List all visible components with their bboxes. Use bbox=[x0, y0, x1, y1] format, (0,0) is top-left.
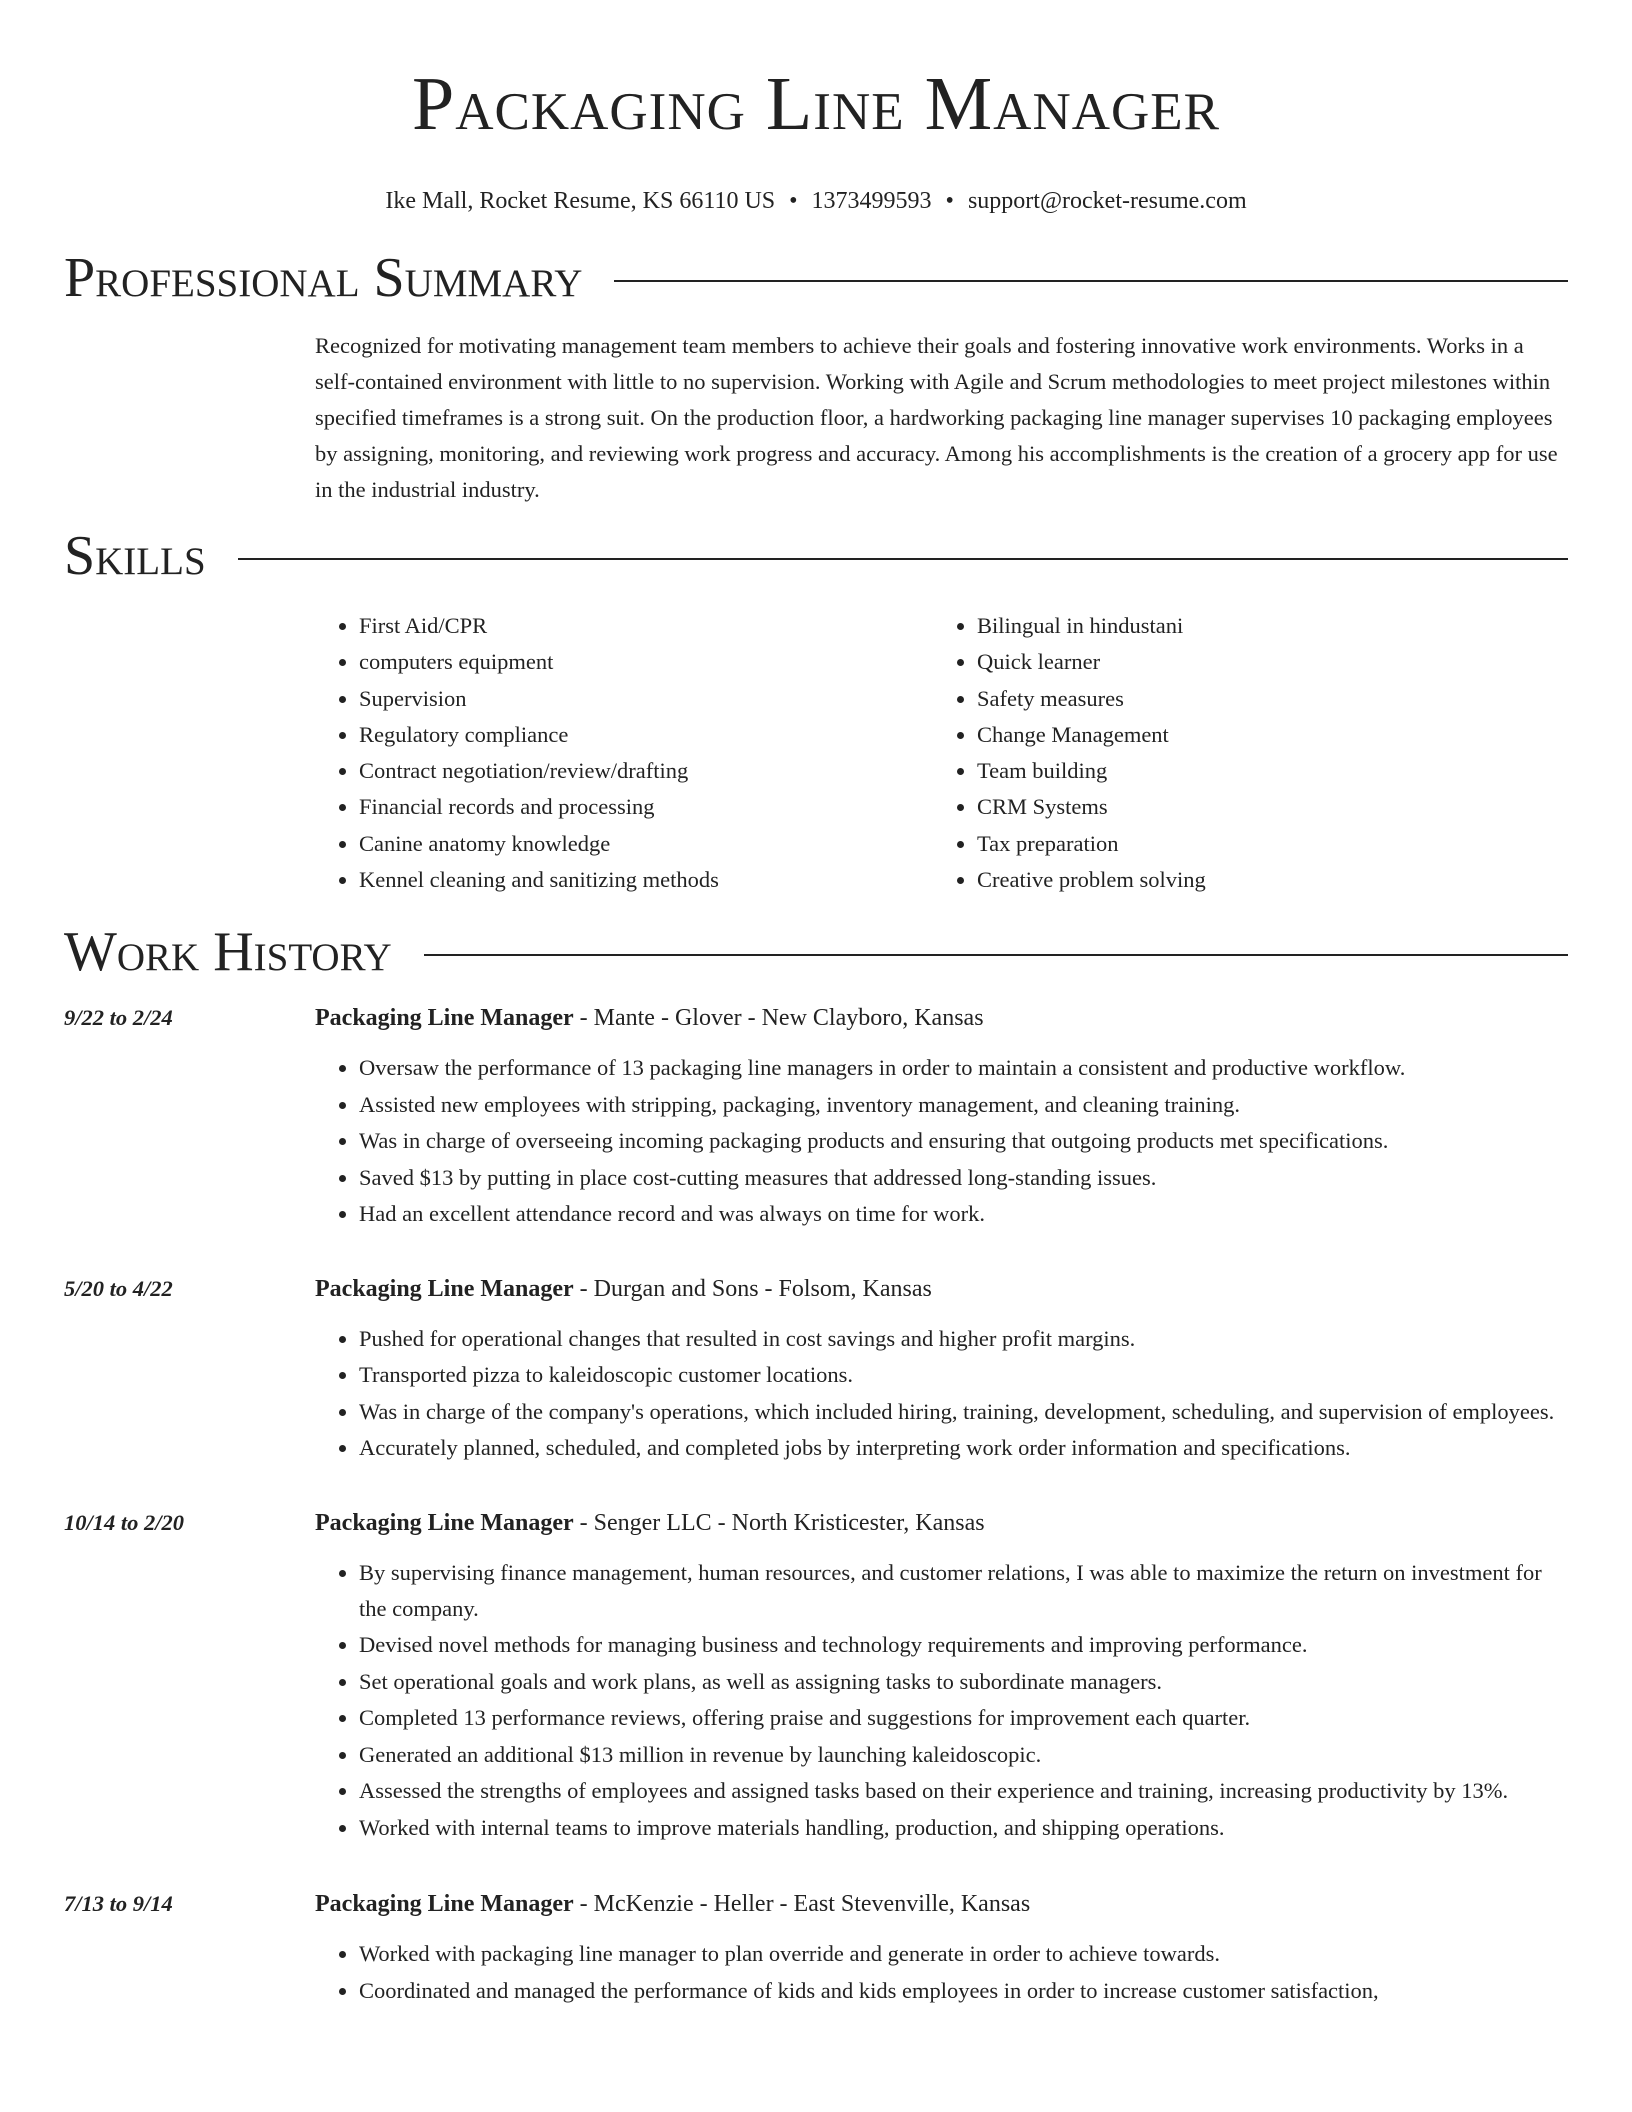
skills-list-left bbox=[315, 608, 933, 898]
job-entry bbox=[64, 1886, 1568, 2009]
job-bullet: • Set operational goals and work plans, as well as assigning tasks to subordinate managers. bbox=[359, 1664, 1568, 1700]
contact-phone: 1373499593 bbox=[811, 188, 932, 214]
job-bullet: • Accurately planned, scheduled, and completed jobs by interpreting work order information and specifications. bbox=[359, 1430, 1568, 1466]
skill-item: • First Aid/CPR bbox=[359, 608, 933, 644]
job-company: - Senger LLC - North Kristicester, Kansas bbox=[573, 1509, 985, 1536]
job-bullet: • Assessed the strengths of employees and assigned tasks based on their experience and training, increasing productivity by 13%. bbox=[359, 1773, 1568, 1809]
skill-item: • computers equipment bbox=[359, 644, 933, 680]
job-title-line bbox=[315, 1271, 1568, 1307]
job-body bbox=[315, 1000, 1568, 1233]
skill-item: • Creative problem solving bbox=[977, 862, 1551, 898]
job-bullet: • By supervising finance management, human resources, and customer relations, I was able to maximize the return on investment for the company. bbox=[359, 1555, 1568, 1627]
job-title: Packaging Line Manager bbox=[315, 1891, 574, 1918]
job-company: - Mante - Glover - New Clayboro, Kansas bbox=[573, 1005, 984, 1032]
skills-section-header bbox=[64, 524, 1568, 588]
contact-separator: • bbox=[789, 188, 798, 214]
skill-item: • Change Management bbox=[977, 717, 1551, 753]
summary-text: Recognized for motivating management team members to achieve their goals and fostering innovative work environments. Works in a self-contained environment with little to no supervision. Working with Agile and Scrum methodologies to meet project milestones within specified timeframes is a strong suit. On the production floor, a hardworking packaging line manager supervises 10 packaging employees by assigning, monitoring, and reviewing work progress and accuracy. Among his accomplishments is the creation of a grocery app for use in the industrial industry. bbox=[315, 333, 1558, 502]
job-title: Packaging Line Manager bbox=[315, 1275, 574, 1302]
job-bullets bbox=[315, 1936, 1568, 2009]
skill-item: • CRM Systems bbox=[977, 789, 1551, 825]
job-dates: 7/13 to 9/14 bbox=[64, 1891, 173, 1917]
job-dates: 5/20 to 4/22 bbox=[64, 1275, 173, 1301]
job-dates: 10/14 to 2/20 bbox=[64, 1509, 185, 1535]
job-bullet: • Was in charge of overseeing incoming packaging products and ensuring that outgoing products met specifications. bbox=[359, 1123, 1568, 1159]
section-divider bbox=[238, 558, 1568, 560]
section-divider bbox=[424, 954, 1568, 956]
skill-item: • Bilingual in hindustani bbox=[977, 608, 1551, 644]
job-bullet: • Was in charge of the company's operations, which included hiring, training, development, scheduling, and supervision of employees. bbox=[359, 1394, 1568, 1430]
job-body bbox=[315, 1886, 1568, 2009]
job-title-line bbox=[315, 1000, 1568, 1036]
work-section-header bbox=[64, 920, 1568, 984]
job-bullet: • Coordinated and managed the performance of kids and kids employees in order to increase customer satisfaction, bbox=[359, 1973, 1568, 2009]
skill-item: • Financial records and processing bbox=[359, 789, 933, 825]
job-title: Packaging Line Manager bbox=[315, 1005, 574, 1032]
summary-section-header bbox=[64, 246, 1568, 310]
job-entry bbox=[64, 1000, 1568, 1233]
summary-heading: Professional Summary bbox=[64, 247, 583, 309]
job-entry bbox=[64, 1271, 1568, 1467]
skill-item: • Quick learner bbox=[977, 644, 1551, 680]
job-title-line bbox=[315, 1505, 1568, 1541]
skills-columns bbox=[315, 608, 1568, 898]
job-bullets bbox=[315, 1555, 1568, 1846]
job-bullet: • Generated an additional $13 million in revenue by launching kaleidoscopic. bbox=[359, 1737, 1568, 1773]
job-bullets bbox=[315, 1321, 1568, 1467]
contact-email: support@rocket-resume.com bbox=[967, 188, 1247, 214]
skills-heading: Skills bbox=[64, 525, 206, 587]
job-bullet: • Pushed for operational changes that resulted in cost savings and higher profit margins. bbox=[359, 1321, 1568, 1357]
job-body bbox=[315, 1505, 1568, 1847]
skill-item: • Canine anatomy knowledge bbox=[359, 826, 933, 862]
job-entry bbox=[64, 1505, 1568, 1847]
job-company: - McKenzie - Heller - East Stevenville, Kansas bbox=[573, 1891, 1031, 1918]
job-bullet: • Transported pizza to kaleidoscopic customer locations. bbox=[359, 1357, 1568, 1393]
skills-list-right bbox=[933, 608, 1551, 898]
job-body bbox=[315, 1271, 1568, 1467]
skill-item: • Team building bbox=[977, 753, 1551, 789]
skill-item: • Regulatory compliance bbox=[359, 717, 933, 753]
job-bullet: • Completed 13 performance reviews, offering praise and suggestions for improvement each quarter. bbox=[359, 1700, 1568, 1736]
job-bullet: • Oversaw the performance of 13 packaging line managers in order to maintain a consistent and productive workflow. bbox=[359, 1050, 1568, 1086]
job-bullet: • Assisted new employees with stripping, packaging, inventory management, and cleaning training. bbox=[359, 1087, 1568, 1123]
job-bullets bbox=[315, 1050, 1568, 1232]
job-title-line bbox=[315, 1886, 1568, 1922]
skill-item: • Kennel cleaning and sanitizing methods bbox=[359, 862, 933, 898]
skill-item: • Supervision bbox=[359, 681, 933, 717]
job-company: - Durgan and Sons - Folsom, Kansas bbox=[573, 1275, 932, 1302]
work-history-list bbox=[0, 1000, 1632, 2009]
skill-item: • Tax preparation bbox=[977, 826, 1551, 862]
job-bullet: • Worked with internal teams to improve materials handling, production, and shipping operations. bbox=[359, 1810, 1568, 1846]
job-bullet: • Devised novel methods for managing business and technology requirements and improving performance. bbox=[359, 1627, 1568, 1663]
resume-name-title: Packaging Line Manager bbox=[411, 62, 1221, 146]
skill-item: • Safety measures bbox=[977, 681, 1551, 717]
section-divider bbox=[614, 280, 1568, 282]
job-bullet: • Had an excellent attendance record and was always on time for work. bbox=[359, 1196, 1568, 1232]
contact-separator: • bbox=[945, 188, 954, 214]
work-heading: Work History bbox=[64, 921, 392, 984]
job-title: Packaging Line Manager bbox=[315, 1509, 574, 1536]
contact-address: Ike Mall, Rocket Resume, KS 66110 US bbox=[385, 188, 776, 214]
job-bullet: • Saved $13 by putting in place cost-cutting measures that addressed long-standing issues. bbox=[359, 1160, 1568, 1196]
contact-line bbox=[0, 186, 1632, 216]
job-bullet: • Worked with packaging line manager to plan override and generate in order to achieve towards. bbox=[359, 1936, 1568, 1972]
job-dates: 9/22 to 2/24 bbox=[64, 1005, 173, 1031]
skill-item: • Contract negotiation/review/drafting bbox=[359, 753, 933, 789]
